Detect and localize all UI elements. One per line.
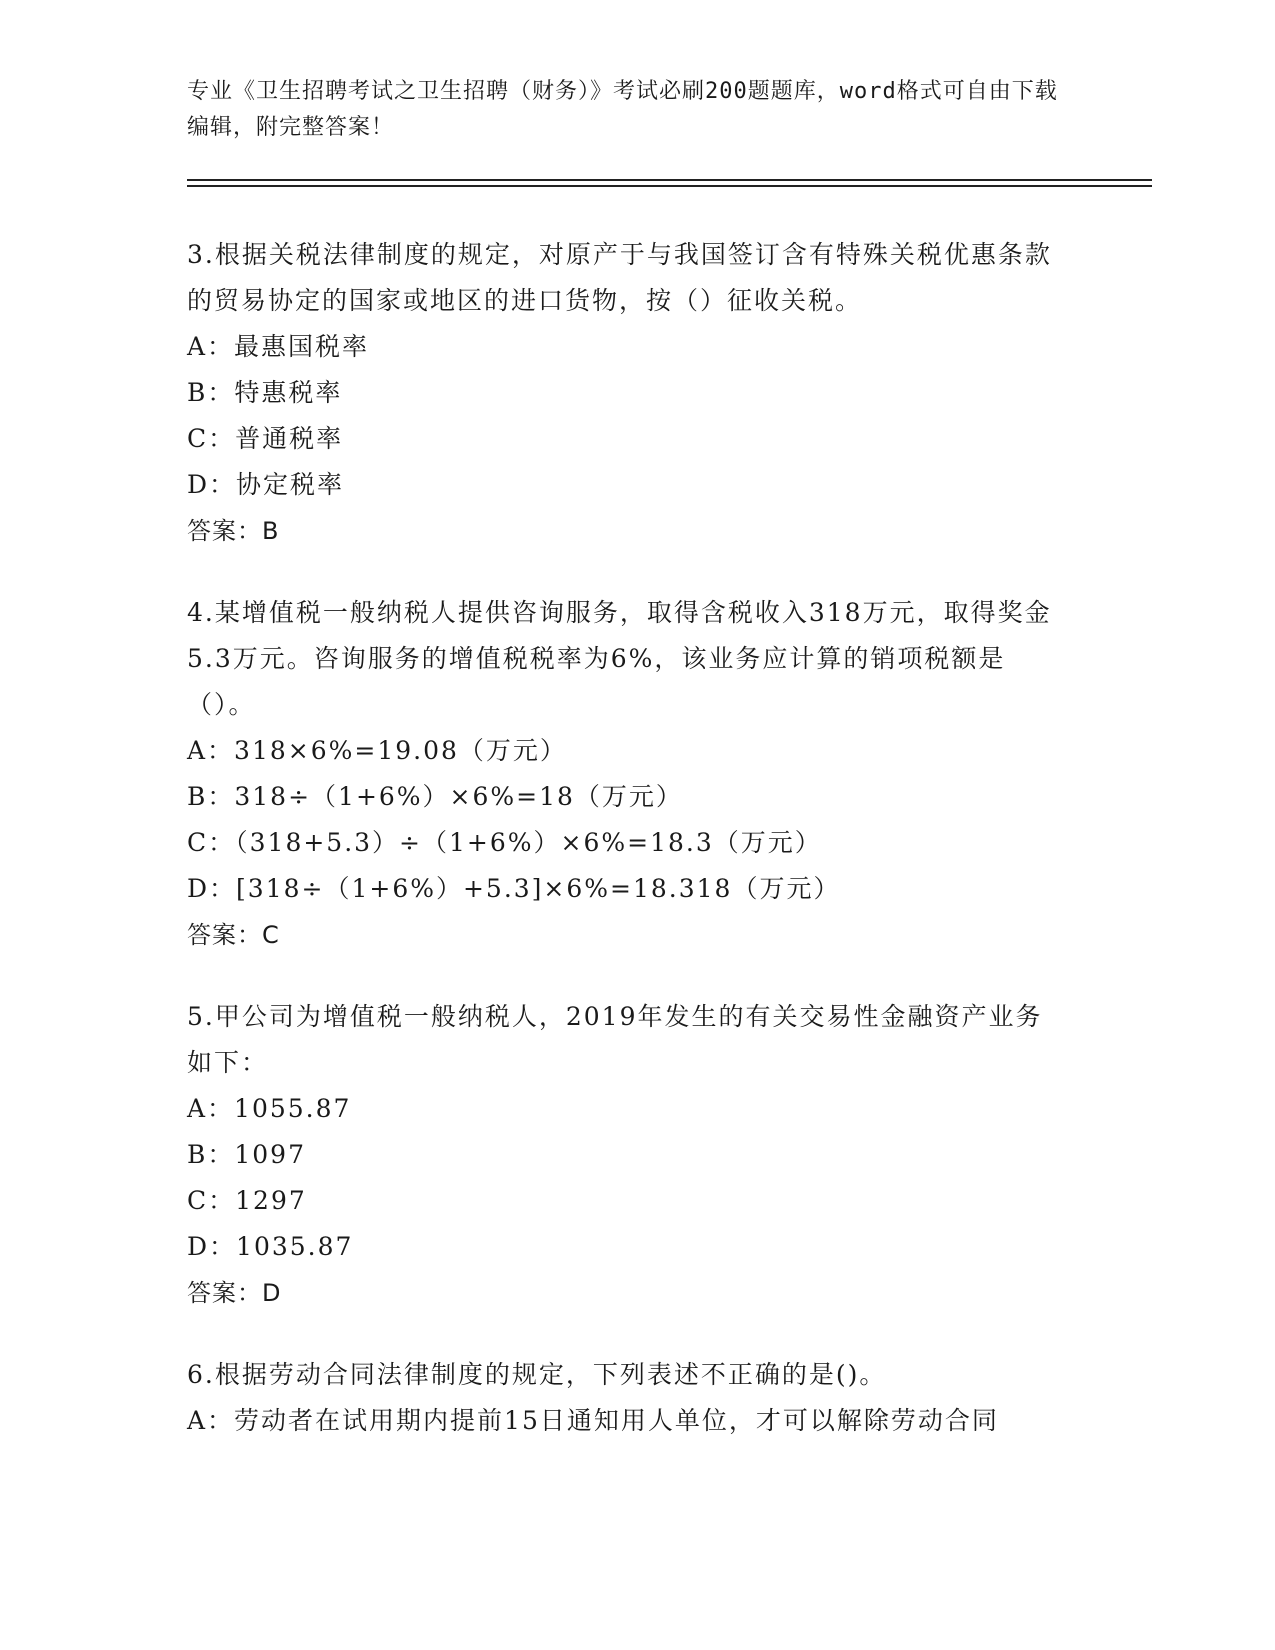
option-d: D：[318÷（1+6%）+5.3]×6%=18.318（万元） xyxy=(187,874,841,903)
answer-line: 答案：B xyxy=(187,517,280,545)
option-b: B：1097 xyxy=(187,1140,306,1169)
question-stem: 3.根据关税法律制度的规定，对原产于与我国签订含有特殊关税优惠条款的贸易协定的国家或地区的进口货物，按（）征收关税。 xyxy=(187,240,1052,315)
option-d: D：1035.87 xyxy=(187,1232,354,1261)
question-stem: 6.根据劳动合同法律制度的规定，下列表述不正确的是()。 xyxy=(187,1360,887,1389)
answer-line: 答案：C xyxy=(187,921,280,949)
question-6 xyxy=(187,1352,1067,1444)
option-b: B：318÷（1+6%）×6%=18（万元） xyxy=(187,782,683,811)
option-c: C：（318+5.3）÷（1+6%）×6%=18.3（万元） xyxy=(187,828,822,857)
question-4 xyxy=(187,590,1067,958)
header-divider-top xyxy=(187,179,1152,181)
question-stem: 4.某增值税一般纳税人提供咨询服务，取得含税收入318万元，取得奖金5.3万元。咨询服务的增值税税率为6%，该业务应计算的销项税额是（）。 xyxy=(187,598,1052,719)
question-5 xyxy=(187,994,1067,1316)
question-3 xyxy=(187,232,1067,554)
answer-line: 答案：D xyxy=(187,1279,282,1307)
option-c: C：1297 xyxy=(187,1186,307,1215)
document-header: 专业《卫生招聘考试之卫生招聘（财务）》考试必刷200题题库，word格式可自由下载编辑，附完整答案！ xyxy=(187,79,1058,140)
question-stem: 5.甲公司为增值税一般纳税人，2019年发生的有关交易性金融资产业务如下： xyxy=(187,1002,1043,1077)
option-a: A：劳动者在试用期内提前15日通知用人单位，才可以解除劳动合同 xyxy=(187,1406,999,1435)
option-a: A：最惠国税率 xyxy=(187,332,370,361)
option-c: C：普通税率 xyxy=(187,424,344,453)
option-d: D：协定税率 xyxy=(187,470,345,499)
option-a: A：318×6%=19.08（万元） xyxy=(187,736,567,765)
header-divider-bottom xyxy=(187,185,1152,187)
question-list xyxy=(187,232,1067,1480)
option-a: A：1055.87 xyxy=(187,1094,352,1123)
option-b: B：特惠税率 xyxy=(187,378,343,407)
